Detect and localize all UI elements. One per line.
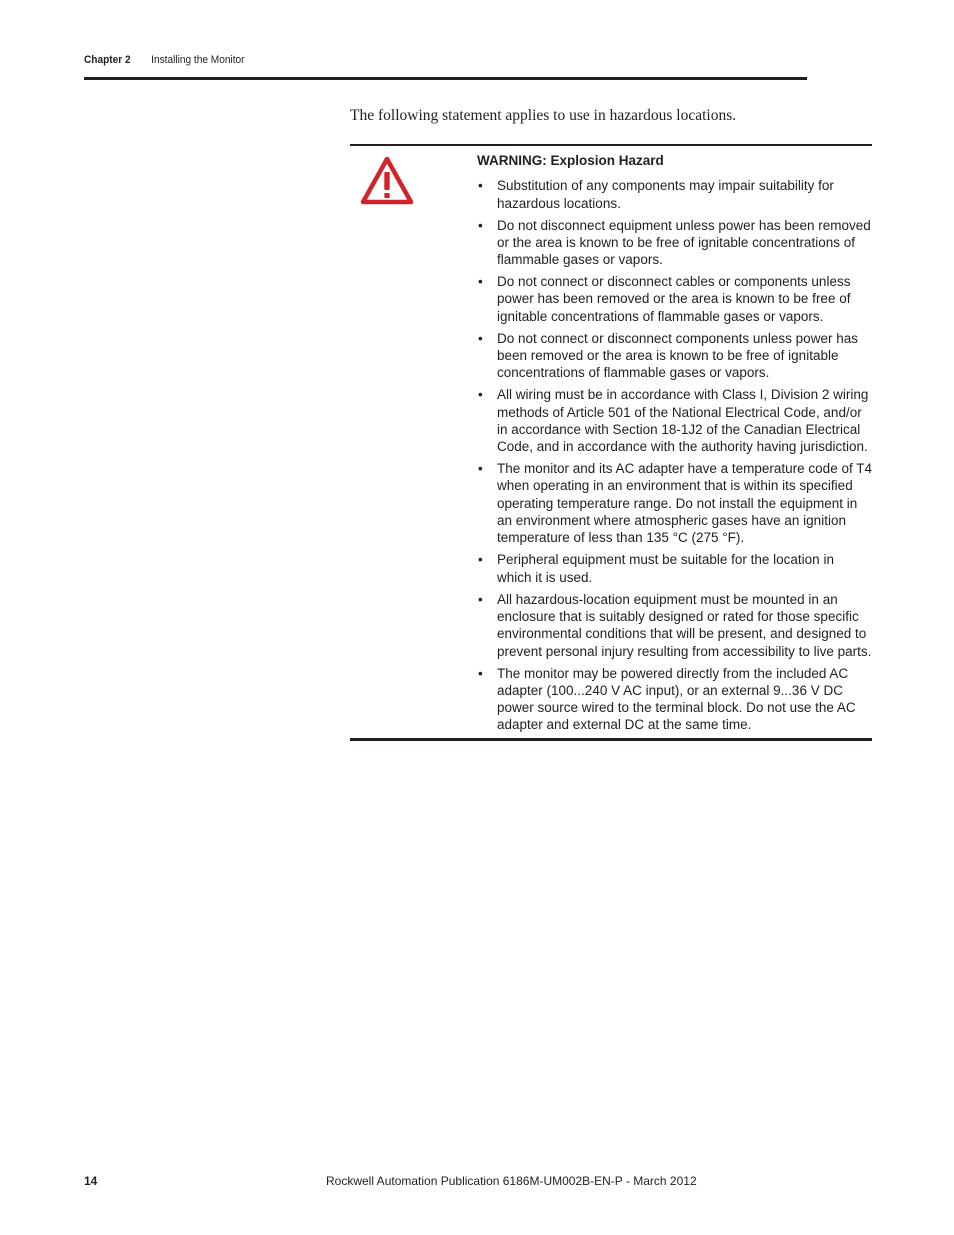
warning-title: WARNING: Explosion Hazard: [477, 153, 664, 168]
intro-statement: The following statement applies to use in hazardous locations.: [350, 107, 737, 124]
warning-box: [350, 144, 872, 741]
section-title: Installing the Monitor: [151, 54, 245, 66]
warning-item: • The monitor and its AC adapter have a temperature code of T4 when operating in an environment that is within its specified operating temperature range. Do not install the equipment in an environment where atmospheric gases have an ignition temperature of less than 135 °C (275 °F).: [477, 460, 872, 546]
warning-item: • Do not connect or disconnect cables or components unless power has been removed or the area is known to be free of ignitable concentrations of flammable gases or vapors.: [477, 273, 872, 325]
page-header: [84, 53, 807, 80]
warning-item: • The monitor may be powered directly from the included AC adapter (100...240 V AC input), or an external 9...36 V DC power source wired to the terminal block. Do not use the AC adapter and external DC at the same time.: [477, 665, 872, 734]
warning-item: • All wiring must be in accordance with Class I, Division 2 wiring methods of Article 501 of the National Electrical Code, and/or in accordance with Section 18-1J2 of the Canadian Electrical Code, and in accordance with the authority having jurisdiction.: [477, 386, 872, 455]
warning-item: • All hazardous-location equipment must be mounted in an enclosure that is suitably designed or rated for those specific environmental conditions that will be present, and designed to prevent personal injury resulting from accessibility to live parts.: [477, 591, 872, 660]
warning-list: [477, 177, 872, 733]
warning-item: • Do not disconnect equipment unless power has been removed or the area is known to be free of ignitable concentrations of flammable gases or vapors.: [477, 217, 872, 269]
publication-info: Rockwell Automation Publication 6186M-UM002B-EN-P - March 2012: [326, 1174, 697, 1188]
warning-item: • Peripheral equipment must be suitable for the location in which it is used.: [477, 551, 872, 586]
warning-content: [477, 152, 872, 738]
warning-item: • Do not connect or disconnect components unless power has been removed or the area is known to be free of ignitable concentrations of flammable gases or vapors.: [477, 330, 872, 382]
warning-item: • Substitution of any components may impair suitability for hazardous locations.: [477, 177, 872, 212]
page-number: 14: [84, 1174, 98, 1188]
warning-triangle-icon: [360, 156, 414, 206]
chapter-label: Chapter 2: [84, 54, 131, 66]
